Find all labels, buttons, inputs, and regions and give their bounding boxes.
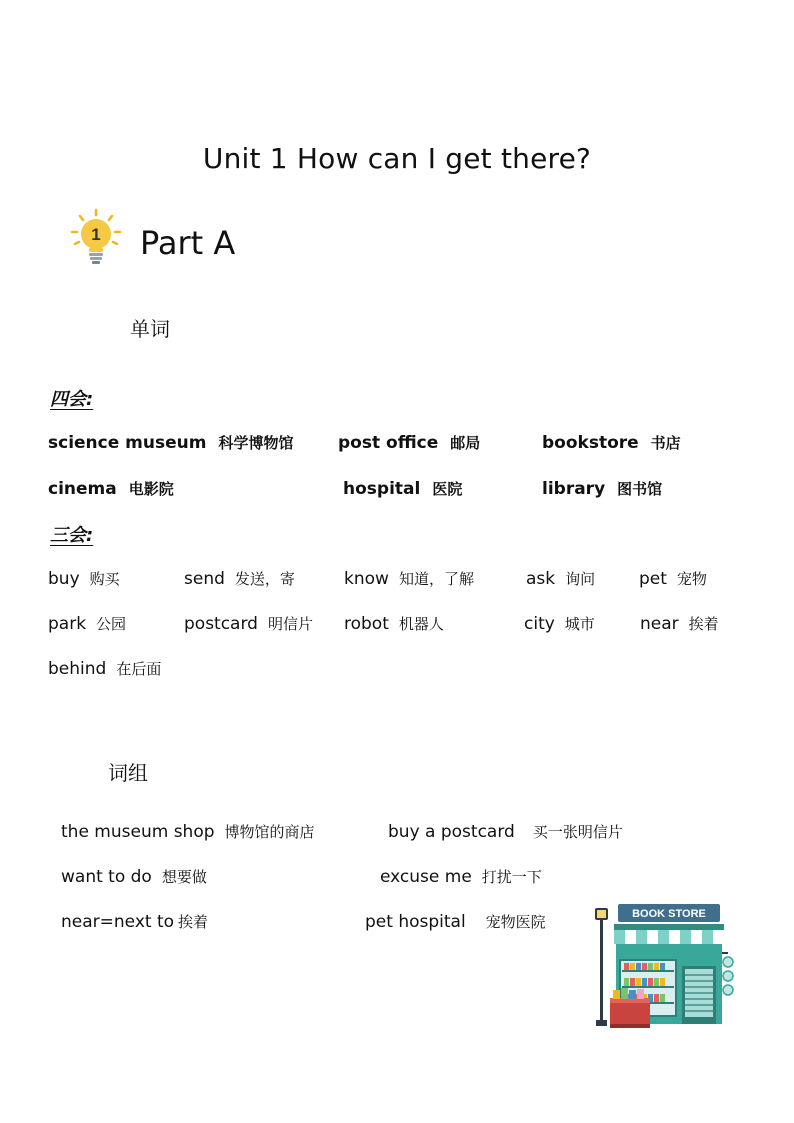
vocab-item: [48, 478, 174, 499]
phrase-item: [61, 911, 208, 932]
phrase-item: [61, 866, 207, 887]
vocab-item: [184, 613, 313, 634]
phrase-en: want to do: [61, 867, 152, 887]
vocab-zh: 在后面: [116, 660, 162, 678]
phrase-zh: 买一张明信片: [532, 823, 623, 841]
three-skill-label: 三会:: [50, 525, 94, 546]
phrase-zh: 想要做: [161, 868, 207, 886]
vocab-en: post office: [338, 433, 439, 453]
vocab-item: [184, 568, 295, 589]
vocab-en: send: [184, 569, 225, 589]
store-sign-text: BOOK STORE: [632, 908, 706, 920]
vocab-zh: 城市: [564, 615, 595, 633]
vocab-zh: 公园: [96, 615, 127, 633]
phrases-heading: 词组: [108, 761, 148, 785]
page-title: Unit 1 How can I get there?: [202, 142, 592, 175]
vocab-zh: 医院: [432, 480, 463, 498]
part-badge-number: 1: [91, 225, 101, 244]
phrase-zh: 博物馆的商店: [224, 823, 315, 841]
vocab-item: [344, 613, 444, 634]
vocab-zh: 询问: [565, 570, 596, 588]
vocab-en: city: [524, 614, 555, 634]
vocab-zh: 科学博物馆: [218, 434, 294, 452]
vocab-item: [542, 432, 681, 453]
phrase-en: pet hospital: [365, 912, 466, 932]
vocab-en: robot: [344, 614, 389, 634]
part-label: Part A: [140, 224, 236, 262]
phrase-item: [61, 821, 315, 842]
vocab-item: [344, 568, 474, 589]
phrase-en: excuse me: [380, 867, 472, 887]
vocab-en: buy: [48, 569, 80, 589]
phrase-zh: 打扰一下: [481, 868, 542, 886]
vocab-en: know: [344, 569, 389, 589]
vocab-item: [526, 568, 595, 589]
vocab-zh: 机器人: [398, 615, 444, 633]
vocab-en: pet: [639, 569, 667, 589]
bookstore-illustration: [592, 902, 738, 1032]
vocab-zh: 电影院: [128, 480, 174, 498]
vocab-item: [639, 568, 707, 589]
vocab-zh: 图书馆: [617, 480, 663, 498]
vocab-zh: 书店: [650, 434, 681, 452]
words-heading: 单词: [130, 317, 170, 341]
vocab-zh: 购买: [89, 570, 120, 588]
four-skill-label: 四会:: [50, 389, 94, 410]
vocab-item: [48, 568, 120, 589]
phrase-zh: 宠物医院: [485, 913, 546, 931]
vocab-en: park: [48, 614, 87, 634]
vocab-item: [48, 432, 293, 453]
lightbulb-icon: [70, 208, 122, 266]
vocab-en: near: [640, 614, 679, 634]
vocab-zh: 邮局: [450, 434, 481, 452]
vocab-item: [48, 613, 126, 634]
vocab-zh: 发送，寄: [234, 570, 295, 588]
vocab-en: science museum: [48, 433, 207, 453]
vocab-zh: 明信片: [267, 615, 313, 633]
vocab-zh: 宠物: [676, 570, 707, 588]
vocab-en: library: [542, 479, 606, 499]
vocab-item: [343, 478, 462, 499]
vocab-en: postcard: [184, 614, 258, 634]
vocab-item: [640, 613, 719, 634]
vocab-item: [338, 432, 480, 453]
vocab-item: [524, 613, 595, 634]
vocab-en: cinema: [48, 479, 117, 499]
vocab-zh: 知道，了解: [398, 570, 474, 588]
vocab-en: bookstore: [542, 433, 639, 453]
street-lamp-icon: [595, 908, 608, 1026]
vocab-item: [542, 478, 662, 499]
phrase-en: near=next to: [61, 912, 175, 932]
phrase-item: [365, 911, 546, 932]
phrase-zh: 挨着: [178, 913, 209, 931]
phrase-item: [388, 821, 623, 842]
phrase-item: [380, 866, 542, 887]
phrase-en: buy a postcard: [388, 822, 515, 842]
vocab-en: hospital: [343, 479, 421, 499]
vocab-zh: 挨着: [688, 615, 719, 633]
vocab-en: behind: [48, 659, 107, 679]
vocab-item: [48, 658, 161, 679]
vocab-en: ask: [526, 569, 556, 589]
phrase-en: the museum shop: [61, 822, 215, 842]
